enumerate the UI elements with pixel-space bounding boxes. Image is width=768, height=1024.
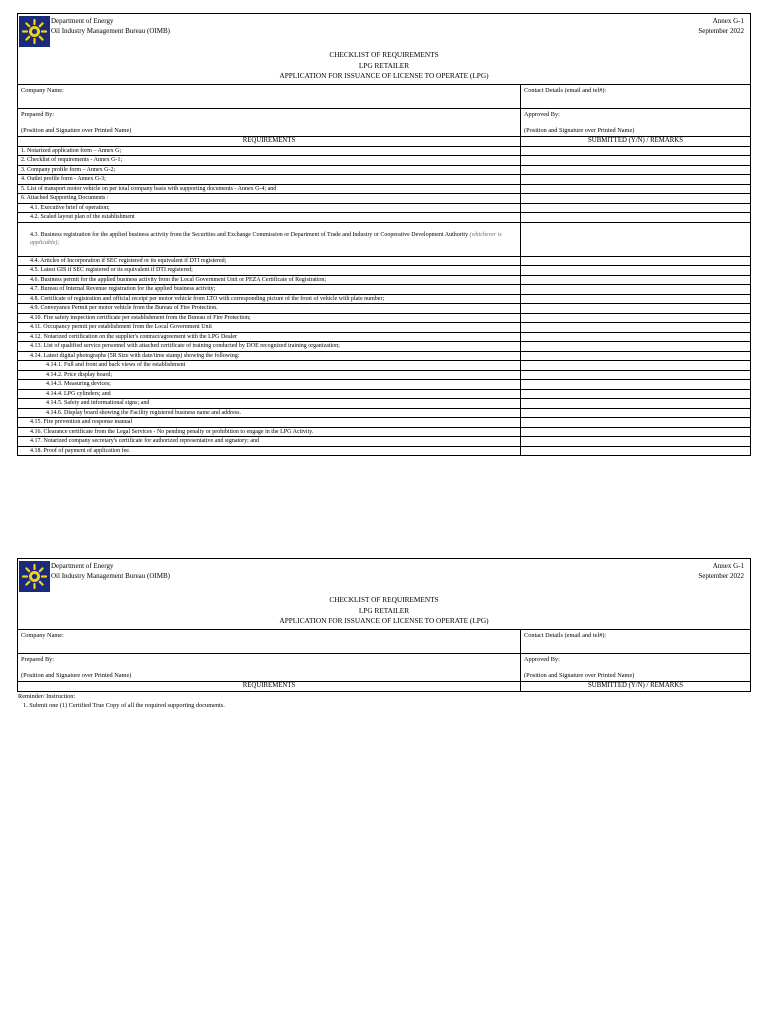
requirement-4-9: 4.9. Conveyance Permit per motor vehicle from the Bureau of Fire Protection. [18,304,521,314]
approved-by-position: (Position and Signature over Printed Name) [524,672,635,679]
remarks-cell[interactable] [521,156,751,166]
requirements-column-header: REQUIREMENTS [18,681,521,691]
requirement-4-4: 4.4. Articles of Incorporation if SEC registered or its equivalent if DTI registered; [18,256,521,266]
company-name-field[interactable]: Company Name: [18,84,521,108]
requirement-4-13: 4.13. List of qualified service personnel with attached certificate of training conducted by DOE recognized training organization; [18,342,521,352]
table-row [18,332,751,342]
prepared-by-position: (Position and Signature over Printed Name) [21,672,132,679]
table-row [18,294,751,304]
requirement-4-14: 4.14. Latest digital photographs (5R Size with date/time stamp) showing the following: [18,351,521,361]
remarks-cell[interactable] [521,203,751,213]
form-header [17,558,751,595]
requirement-4-16: 4.16. Clearance certificate from the Legal Services - No pending penalty or prohibition to engage in the LPG Activity. [18,427,521,437]
annex-label: Annex G-1 [712,17,744,25]
table-row [18,285,751,295]
requirement-2: 2. Checklist of requirements - Annex G-1; [18,156,521,166]
agency-name: Department of Energy [51,562,114,570]
agency-block [51,561,170,581]
remarks-cell[interactable] [521,165,751,175]
agency-name: Department of Energy [51,17,114,25]
requirement-4-5: 4.5. Latest GIS if SEC registered or its equivalent if DTI registered; [18,266,521,276]
table-row [18,427,751,437]
table-row [18,203,751,213]
remarks-cell[interactable] [521,184,751,194]
approved-by-label: Approved By: [524,110,560,118]
requirement-4-14-5: 4.14.5. Safety and informational signs; and [18,399,521,409]
remarks-cell[interactable] [521,437,751,447]
form-header [17,13,751,50]
title-application: APPLICATION FOR ISSUANCE OF LICENSE TO OPERATE (LPG) [279,616,489,625]
remarks-cell[interactable] [521,323,751,333]
agency-block [51,16,170,36]
remarks-cell[interactable] [521,380,751,390]
table-row [18,184,751,194]
table-row [18,222,751,256]
requirement-4-14-6: 4.14.6. Display board showing the Facility registered business name and address. [18,408,521,418]
requirement-4-7: 4.7. Bureau of Internal Revenue registration for the applied business activity; [18,285,521,295]
table-row [18,351,751,361]
table-row [18,446,751,456]
requirement-4-2: 4.2. Scaled layout plan of the establishment [18,213,521,223]
annex-label: Annex G-1 [712,562,744,570]
remarks-cell[interactable] [521,175,751,185]
annex-date: September 2022 [698,572,744,580]
prepared-by-position: (Position and Signature over Printed Name) [21,127,132,134]
requirements-table [17,629,751,692]
requirement-3: 3. Company profile form – Annex G-2; [18,165,521,175]
contact-details-field[interactable]: Contact Details (email and tel#): [521,629,751,653]
table-row [18,304,751,314]
remarks-cell[interactable] [521,361,751,371]
table-row [18,313,751,323]
table-row [18,408,751,418]
title-checklist: CHECKLIST OF REQUIREMENTS [329,595,439,604]
approved-by-field[interactable] [521,653,751,681]
title-checklist: CHECKLIST OF REQUIREMENTS [329,50,439,59]
remarks-cell[interactable] [521,146,751,156]
remarks-cell[interactable] [521,370,751,380]
requirement-4-6: 4.6. Business permit for the applied business activity from the Local Government Unit or PEZA Certificate of Registration; [18,275,521,285]
table-row [18,194,751,204]
requirement-4: 4. Outlet profile form - Annex G-3; [18,175,521,185]
requirement-4-3-text: 4.3. Business registration for the applied business activity from the Securities and Exchange Commission or Department of Trade and Industry or Cooperative Development Authority [30,231,469,238]
requirement-4-18: 4.18. Proof of payment of application fee. [18,446,521,456]
approved-by-label: Approved By: [524,655,560,663]
table-row [18,275,751,285]
remarks-cell[interactable] [521,256,751,266]
requirement-4-17: 4.17. Notarized company secretary's certificate for authorized representative and signatory; and [18,437,521,447]
remarks-cell[interactable] [521,222,751,256]
submitted-column-header: SUBMITTED (Y/N) / REMARKS [521,136,751,146]
table-row [18,370,751,380]
requirement-4-12: 4.12. Notarized certification on the supplier's contract/agreement with the LPG Dealer [18,332,521,342]
remarks-cell[interactable] [521,266,751,276]
reminder-title: Reminder/ Instruction: [18,692,76,700]
table-row [18,165,751,175]
checklist-page-2 [17,558,751,710]
annex-block [698,561,744,581]
table-row [18,175,751,185]
title-retailer: LPG RETAILER [358,605,410,615]
remarks-cell[interactable] [521,313,751,323]
table-row [18,437,751,447]
company-name-field[interactable]: Company Name: [18,629,521,653]
form-titles [17,595,751,629]
table-row [18,361,751,371]
requirement-4-1: 4.1. Executive brief of operation; [18,203,521,213]
table-row [18,146,751,156]
requirements-column-header: REQUIREMENTS [18,136,521,146]
table-row [18,342,751,352]
bureau-name: Oil Industry Management Bureau (OIMB) [51,572,170,580]
reminder-section [17,692,751,710]
requirement-4-14-3: 4.14.3. Measuring devices; [18,380,521,390]
approved-by-field[interactable] [521,108,751,136]
requirement-4-15: 4.15. Fire prevention and response manual [18,418,521,428]
prepared-by-field[interactable] [18,653,521,681]
remarks-cell[interactable] [521,332,751,342]
remarks-cell[interactable] [521,342,751,352]
remarks-cell[interactable] [521,389,751,399]
requirement-1: 1. Notarized application form – Annex G; [18,146,521,156]
remarks-cell[interactable] [521,285,751,295]
submitted-column-header: SUBMITTED (Y/N) / REMARKS [521,681,751,691]
requirement-4-14-4: 4.14.4. LPG cylinders; and [18,389,521,399]
table-row [18,399,751,409]
requirement-4-8: 4.8. Certificate of registration and official receipt per motor vehicle from LTO with corresponding picture of the front of vehicle with plate number; [18,294,521,304]
approved-by-position: (Position and Signature over Printed Name) [524,127,635,134]
requirement-4-10: 4.10. Fire safety inspection certificate per establishment from the Bureau of Fire Protection; [18,313,521,323]
requirement-4-3 [18,222,521,256]
requirement-5: 5. List of transport motor vehicle on per total company basis with supporting documents - Annex G-4; and [18,184,521,194]
table-row [18,323,751,333]
doe-logo-icon [19,561,50,592]
table-row [18,380,751,390]
table-row [18,156,751,166]
remarks-cell[interactable] [521,351,751,361]
contact-details-field[interactable]: Contact Details (email and tel#): [521,84,751,108]
checklist-page-1 [17,13,751,456]
table-row [18,213,751,223]
bureau-name: Oil Industry Management Bureau (OIMB) [51,27,170,35]
reminder-item-1: 1. Submit one (1) Certified True Copy of all the required supporting documents. [23,701,225,709]
remarks-cell[interactable] [521,399,751,409]
table-row [18,389,751,399]
remarks-cell[interactable] [521,194,751,204]
title-retailer: LPG RETAILER [358,60,410,70]
table-row [18,266,751,276]
prepared-by-label: Prepared By: [21,655,55,663]
table-row [18,256,751,266]
table-row [18,418,751,428]
requirement-4-11: 4.11. Occupancy permit per establishment from the Local Government Unit [18,323,521,333]
annex-block [698,16,744,36]
remarks-cell[interactable] [521,304,751,314]
requirement-4-3-note: (whichever is applicable); [30,231,502,246]
remarks-cell[interactable] [521,418,751,428]
remarks-cell[interactable] [521,213,751,223]
remarks-cell[interactable] [521,408,751,418]
requirement-4-14-2: 4.14.2. Price display board; [18,370,521,380]
form-titles [17,50,751,84]
doe-logo-icon [19,16,50,47]
title-application: APPLICATION FOR ISSUANCE OF LICENSE TO OPERATE (LPG) [279,71,489,80]
remarks-cell[interactable] [521,275,751,285]
annex-date: September 2022 [698,27,744,35]
prepared-by-field[interactable] [18,108,521,136]
remarks-cell[interactable] [521,427,751,437]
prepared-by-label: Prepared By: [21,110,55,118]
requirements-table [17,84,751,457]
remarks-cell[interactable] [521,446,751,456]
requirement-4-14-1: 4.14.1. Full and front and back views of the establishment [18,361,521,371]
remarks-cell[interactable] [521,294,751,304]
requirement-6: 6. Attached Supporting Documents : [18,194,521,204]
